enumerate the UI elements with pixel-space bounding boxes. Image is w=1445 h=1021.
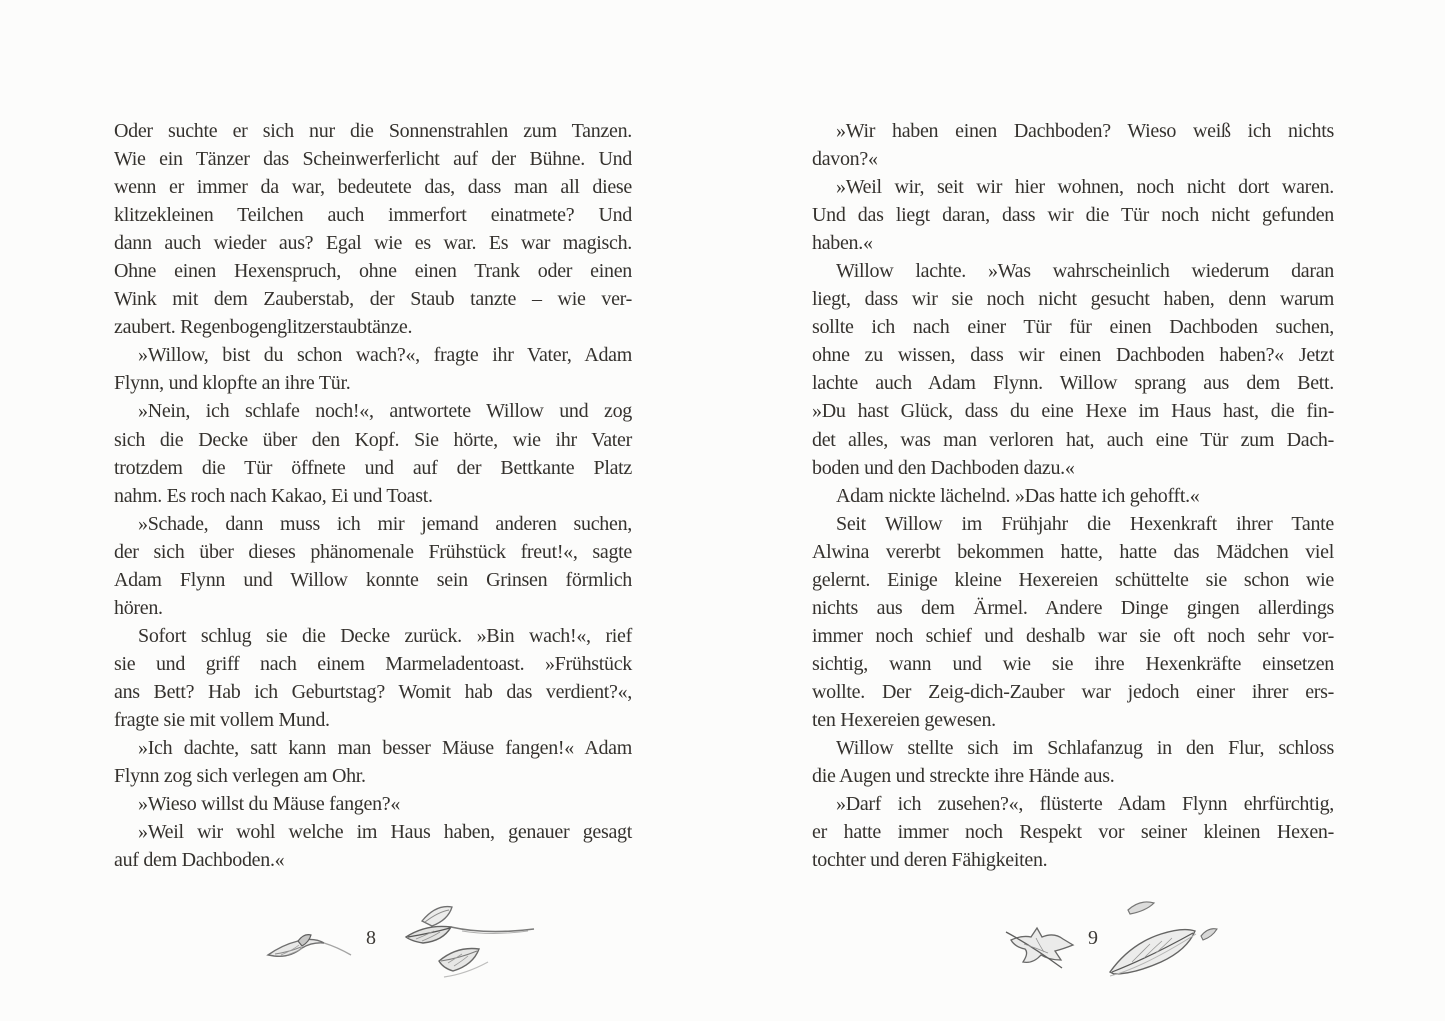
text-line: davon?« [812, 148, 878, 171]
paragraph [114, 117, 632, 341]
text-line: immer noch schief und deshalb war sie oft noch sehr vor- [812, 624, 1334, 647]
paragraph [114, 341, 632, 397]
text-line: boden und den Dachboden dazu.« [812, 456, 1075, 479]
leaf-cluster-sketch-icon [1098, 896, 1220, 1000]
text-line: Alwina vererbt bekommen hatte, hatte das Mädchen viel [812, 540, 1334, 563]
text-line: »Weil wir wohl welche im Haus haben, genauer gesagt [138, 821, 632, 844]
text-line: Sofort schlug sie die Decke zurück. »Bin wach!«, rief [138, 624, 632, 647]
text-line: er hatte immer noch Respekt vor seiner kleinen Hexen- [812, 821, 1334, 844]
left-page-number: 8 [366, 927, 376, 949]
text-line: det alles, was man verloren hat, auch eine Tür zum Dach- [812, 428, 1334, 451]
text-line: »Wieso willst du Mäuse fangen?« [138, 793, 401, 816]
text-line: Und das liegt daran, dass wir die Tür noch nicht gefunden [812, 204, 1334, 227]
text-line: wollte. Der Zeig-dich-Zauber war jedoch einer ihrer ers- [812, 680, 1334, 703]
paragraph [114, 734, 632, 790]
paragraph [812, 790, 1334, 874]
text-line: Ohne einen Hexenspruch, ohne einen Trank oder einen [114, 260, 632, 283]
text-line: ten Hexereien gewesen. [812, 708, 996, 731]
text-line: fragte sie mit vollem Mund. [114, 708, 330, 731]
paragraph [812, 117, 1334, 173]
text-line: »Nein, ich schlafe noch!«, antwortete Willow und zog [138, 400, 632, 423]
text-line: Wie ein Tänzer das Scheinwerferlicht auf der Bühne. Und [114, 148, 632, 171]
text-line: zaubert. Regenbogenglitzerstaubtänze. [114, 316, 413, 339]
text-line: Flynn, und klopfte an ihre Tür. [114, 372, 351, 395]
text-line: Adam Flynn und Willow konnte sein Grinsen förmlich [114, 568, 632, 591]
maple-leaf-sketch-icon [1002, 920, 1084, 982]
text-line: »Ich dachte, satt kann man besser Mäuse fangen!« Adam [138, 737, 632, 760]
text-line: gelernt. Einige kleine Hexereien schüttelte sie schon wie [812, 568, 1334, 591]
text-line: »Willow, bist du schon wach?«, fragte ihr Vater, Adam [138, 344, 632, 367]
text-line: tochter und deren Fähigkeiten. [812, 849, 1048, 872]
text-line: haben.« [812, 232, 873, 255]
text-line: wenn er immer da war, bedeutete das, dass man all diese [114, 176, 632, 199]
paragraph [812, 482, 1334, 510]
text-line: liegt, dass wir sie noch nicht gesucht haben, denn warum [812, 288, 1334, 311]
text-line: lachte auch Adam Flynn. Willow sprang aus dem Bett. [812, 372, 1334, 395]
text-line: sich die Decke über den Kopf. Sie hörte, wie ihr Vater [114, 428, 632, 451]
text-line: sollte ich nach einer Tür für einen Dachboden suchen, [812, 316, 1334, 339]
text-line: »Schade, dann muss ich mir jemand anderen suchen, [138, 512, 632, 535]
paragraph [114, 818, 632, 874]
text-line: klitzekleinen Teilchen auch immerfort einatmete? Und [114, 204, 632, 227]
text-line: auf dem Dachboden.« [114, 849, 285, 872]
paragraph [114, 397, 632, 509]
text-line: Adam nickte lächelnd. »Das hatte ich gehofft.« [836, 484, 1200, 507]
text-line: hören. [114, 596, 163, 619]
right-page-number: 9 [1088, 927, 1098, 949]
paragraph [812, 734, 1334, 790]
text-line: sichtig, wann und wie sie ihre Hexenkräfte einsetzen [812, 652, 1334, 675]
text-line: dann auch wieder aus? Egal wie es war. Es war magisch. [114, 232, 632, 255]
left-page-text [114, 117, 632, 874]
text-line: Flynn zog sich verlegen am Ohr. [114, 765, 366, 788]
text-line: der sich über dieses phänomenale Frühstück freut!«, sagte [114, 540, 632, 563]
text-line: die Augen und streckte ihre Hände aus. [812, 765, 1115, 788]
paragraph [114, 790, 632, 818]
text-line: nichts aus dem Ärmel. Andere Dinge gingen allerdings [812, 596, 1334, 619]
paragraph [812, 510, 1334, 734]
text-line: nahm. Es roch nach Kakao, Ei und Toast. [114, 484, 433, 507]
text-line: »Weil wir, seit wir hier wohnen, noch nicht dort waren. [836, 176, 1334, 199]
text-line: sie und griff nach einem Marmeladentoast. »Frühstück [114, 652, 632, 675]
twig-with-leaves-sketch-icon [392, 898, 538, 992]
text-line: »Du hast Glück, dass du eine Hexe im Haus hast, die fin- [812, 400, 1334, 423]
text-line: ans Bett? Hab ich Geburtstag? Womit hab das verdient?«, [114, 680, 632, 703]
text-line: »Darf ich zusehen?«, flüsterte Adam Flynn ehrfürchtig, [836, 793, 1334, 816]
text-line: Oder suchte er sich nur die Sonnenstrahlen zum Tanzen. [114, 120, 632, 142]
text-line: Wink mit dem Zauberstab, der Staub tanzte – wie ver- [114, 288, 632, 311]
right-page-text [812, 117, 1334, 874]
text-line: Willow stellte sich im Schlafanzug in den Flur, schloss [836, 737, 1334, 760]
text-line: trotzdem die Tür öffnete und auf der Bettkante Platz [114, 456, 632, 479]
text-line: ohne zu wissen, dass wir einen Dachboden haben?« Jetzt [812, 344, 1334, 367]
paragraph [114, 510, 632, 622]
text-line: Willow lachte. »Was wahrscheinlich wiederum daran [836, 260, 1334, 283]
text-line: »Wir haben einen Dachboden? Wieso weiß ich nichts [836, 120, 1334, 142]
paragraph [812, 173, 1334, 257]
text-line: Seit Willow im Frühjahr die Hexenkraft ihrer Tante [836, 512, 1334, 535]
lying-leaf-sketch-icon [263, 924, 355, 972]
paragraph [812, 257, 1334, 481]
paragraph [114, 622, 632, 734]
